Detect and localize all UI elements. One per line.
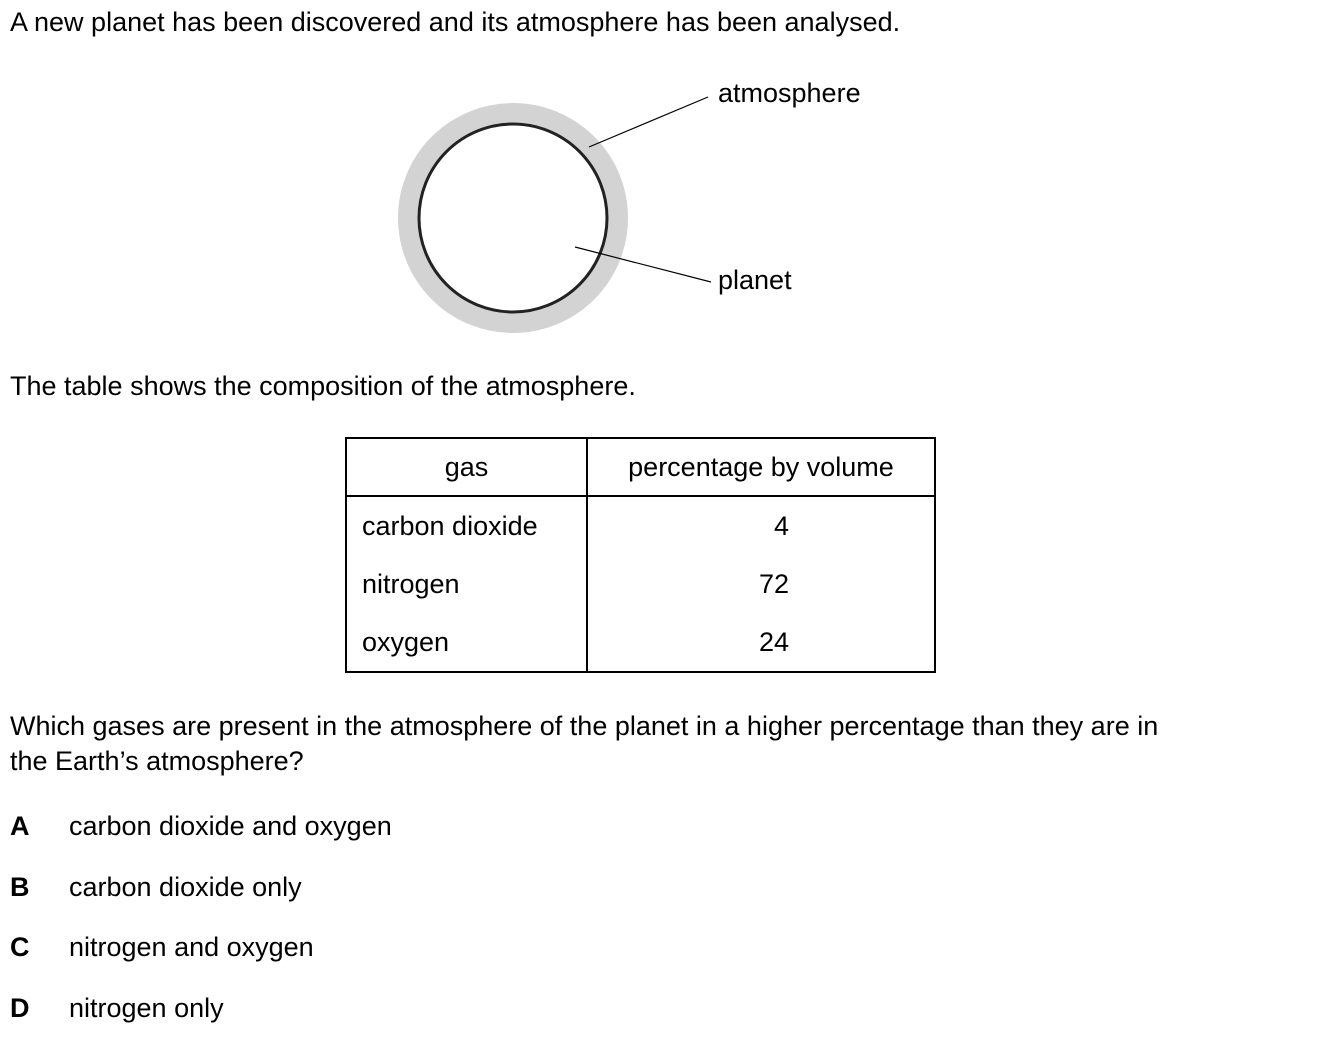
option-d[interactable] — [10, 990, 392, 1050]
table-row — [346, 496, 935, 555]
percentage-cell: 24 — [587, 613, 935, 672]
gas-cell: carbon dioxide — [346, 496, 587, 555]
gas-cell: oxygen — [346, 613, 587, 672]
planet-circle — [419, 124, 607, 312]
question-line-2: the Earth’s atmosphere? — [10, 743, 1158, 778]
planet-diagram — [390, 78, 910, 348]
option-text: nitrogen and oxygen — [69, 932, 314, 962]
table-row — [346, 613, 935, 672]
table-row — [346, 555, 935, 613]
question-text — [10, 708, 1158, 778]
question-line-1: Which gases are present in the atmosphere of the planet in a higher percentage than they are in — [10, 708, 1158, 743]
planet-label: planet — [718, 265, 792, 295]
option-letter: C — [10, 929, 69, 965]
option-text: carbon dioxide only — [69, 872, 302, 902]
option-a[interactable] — [10, 808, 392, 869]
header-gas: gas — [346, 438, 587, 496]
option-text: nitrogen only — [69, 993, 224, 1023]
atmosphere-label: atmosphere — [718, 78, 861, 108]
composition-table — [345, 437, 936, 673]
header-percentage: percentage by volume — [587, 438, 935, 496]
option-b[interactable] — [10, 869, 392, 930]
option-letter: A — [10, 808, 69, 844]
percentage-cell: 4 — [587, 496, 935, 555]
option-text: carbon dioxide and oxygen — [69, 811, 392, 841]
percentage-cell: 72 — [587, 555, 935, 613]
table-intro-text: The table shows the composition of the atmosphere. — [10, 368, 636, 404]
gas-cell: nitrogen — [346, 555, 587, 613]
planet-diagram-svg — [390, 78, 910, 348]
option-letter: D — [10, 990, 69, 1026]
option-letter: B — [10, 869, 69, 905]
atmosphere-leader-line — [589, 97, 708, 147]
option-c[interactable] — [10, 929, 392, 990]
table-header-row — [346, 438, 935, 496]
intro-text: A new planet has been discovered and its atmosphere has been analysed. — [10, 4, 900, 40]
answer-options — [10, 808, 392, 1050]
